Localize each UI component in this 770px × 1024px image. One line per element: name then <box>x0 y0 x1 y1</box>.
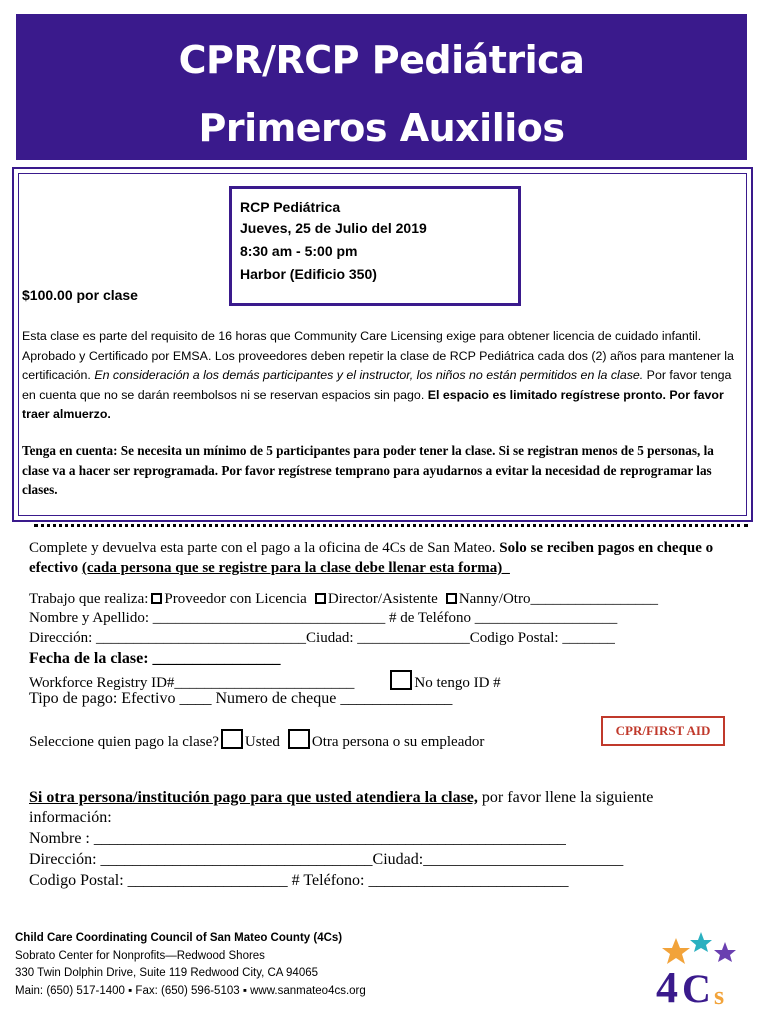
other-payer-heading-rest: por favor llene la siguiente <box>477 789 654 806</box>
director-label: Director/Asistente <box>327 591 438 607</box>
other-payer-address-field[interactable]: Dirección: __________________________________Ciudad:_________________________ <box>29 851 624 868</box>
title-banner <box>16 14 747 160</box>
who-paid-label: Seleccione quien pago la clase? <box>29 734 219 750</box>
no-id-checkbox[interactable] <box>390 670 412 690</box>
description-bold: El espacio es limitado regístrese pronto. Por favor traer almuerzo. <box>22 387 724 421</box>
job-type-label: Trabajo que realiza: <box>29 591 149 607</box>
class-time: 8:30 am - 5:00 pm <box>240 243 358 259</box>
class-date-blank: ________________ <box>148 650 281 667</box>
job-type-row <box>29 591 658 608</box>
description-italic: En consideración a los demás participantes y el instructor, los niños no están permitidos en la clase. <box>94 368 644 382</box>
svg-text:s: s <box>714 981 725 1010</box>
form-intro-bold: Solo se reciben pagos en cheque o efectivo <box>29 540 714 576</box>
informacion-label: información: <box>29 809 112 826</box>
class-location: Harbor (Edificio 350) <box>240 266 377 282</box>
usted-label: Usted <box>244 734 280 750</box>
cpr-first-aid-stamp: CPR/FIRST AID <box>601 716 725 746</box>
class-date-label: Fecha de la clase: <box>29 650 149 667</box>
cut-line <box>34 524 748 527</box>
no-id-label: No tengo ID # <box>414 675 501 691</box>
workforce-field[interactable]: Workforce Registry ID#________________________ <box>29 675 355 691</box>
class-date-row[interactable] <box>29 650 281 668</box>
other-payer-name-field[interactable]: Nombre : ___________________________________________________________ <box>29 830 566 847</box>
form-intro-text: Complete y devuelva esta parte con el pago a la oficina de 4Cs de San Mateo. <box>29 540 500 556</box>
director-checkbox[interactable] <box>315 593 326 604</box>
form-intro-underline: (cada persona que se registre para la clase debe llenar esta forma)_ <box>81 560 510 576</box>
class-date: Jueves, 25 de Julio del 2019 <box>240 220 427 236</box>
class-name: RCP Pediátrica <box>240 199 341 215</box>
logo-text: 4 <box>656 963 678 1010</box>
description-text-2: Por favor tenga en cuenta que no se darán reembolsos ni se reservan espacios sin pago. <box>22 368 732 402</box>
otra-persona-checkbox[interactable] <box>288 729 310 749</box>
class-details-box <box>229 186 521 306</box>
minimum-participants-note: Tenga en cuenta: Se necesita un mínimo de 5 participantes para poder tener la clase. Si se registran menos de 5 personas, la clase va a hacer ser reprogramada. Por favor regístrese temprano para ayudarnos a evitar la necesidad de reprogramar las clases. <box>22 443 714 497</box>
proveedor-label: Proveedor con Licencia <box>164 591 307 607</box>
nanny-label: Nanny/Otro_________________ <box>458 591 658 607</box>
description-text-1: Esta clase es parte del requisito de 16 horas que Community Care Licensing exige para obtener licencia de cuidado infantil. Aprobado y Certificado por EMSA. Los proveedores deben repetir la clase de RCP Pediátrica cada dos (2) años para mantener la certificación. <box>22 329 734 382</box>
other-payer-heading <box>29 789 653 807</box>
payment-type-row[interactable]: Tipo de pago: Efectivo ____ Numero de cheque ______________ <box>29 690 453 707</box>
footer-contact: Main: (650) 517-1400 ▪ Fax: (650) 596-5103 ▪ www.sanmateo4cs.org <box>15 985 366 997</box>
title-line-1: CPR/RCP Pediátrica <box>178 38 585 82</box>
usted-checkbox[interactable] <box>221 729 243 749</box>
svg-text:C: C <box>682 966 711 1010</box>
class-description <box>22 327 738 425</box>
footer-center: Sobrato Center for Nonprofits—Redwood Shores <box>15 950 265 962</box>
footer-org: Child Care Coordinating Council of San Mateo County (4Cs) <box>15 932 343 944</box>
form-intro <box>29 538 729 578</box>
other-payer-heading-bold: Si otra persona/institución pago para que usted atendiera la clase, <box>29 789 478 806</box>
address-row[interactable]: Dirección: ____________________________Ciudad: _______________Codigo Postal: _______ <box>29 630 615 646</box>
who-paid-row <box>29 729 484 751</box>
workforce-row <box>29 670 501 692</box>
otra-persona-label: Otra persona o su empleador <box>311 734 485 750</box>
nanny-checkbox[interactable] <box>446 593 457 604</box>
4cs-logo-icon <box>652 930 752 1010</box>
footer-address: 330 Twin Dolphin Drive, Suite 119 Redwood City, CA 94065 <box>15 967 319 979</box>
class-price: $100.00 por clase <box>22 287 138 303</box>
other-payer-zip-phone-field[interactable]: Codigo Postal: ____________________ # Teléfono: _________________________ <box>29 872 569 889</box>
name-phone-row[interactable]: Nombre y Apellido: _______________________________ # de Teléfono ___________________ <box>29 610 618 626</box>
proveedor-checkbox[interactable] <box>151 593 162 604</box>
title-line-2: Primeros Auxilios <box>198 106 565 150</box>
